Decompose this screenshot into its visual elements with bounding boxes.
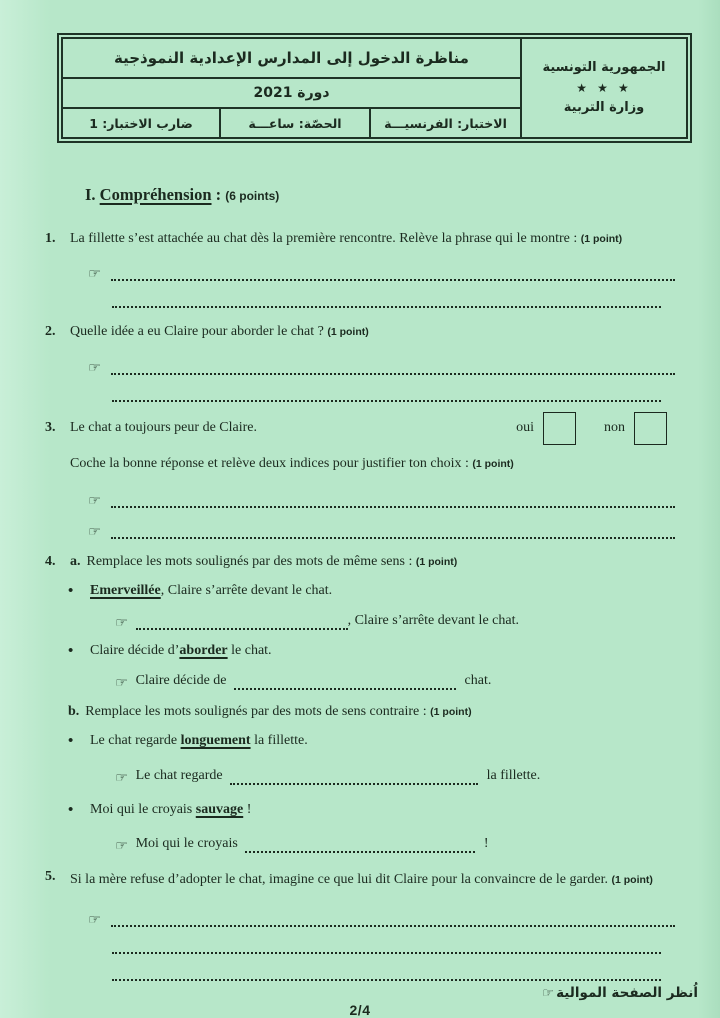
question-3 — [45, 412, 695, 445]
question-text: La fillette s’est attachée au chat dès la première rencontre. Relève la phrase qui le montre : — [70, 231, 578, 246]
answer-line[interactable] — [88, 262, 675, 281]
coefficient-cell: ضارب الاختبار: 1 — [63, 109, 219, 137]
answer-line[interactable] — [88, 908, 675, 927]
question-number: 3. — [45, 419, 56, 435]
points-label: (1 point) — [580, 233, 623, 245]
bullet-item — [68, 731, 695, 753]
bullet-text: Le chat regarde — [90, 732, 181, 748]
hand-icon: ☞ — [86, 523, 102, 540]
hand-icon: ☞ — [113, 838, 129, 855]
answer-line[interactable] — [115, 611, 695, 630]
bullet-icon: • — [68, 801, 74, 818]
section-colon: : — [215, 185, 222, 204]
question-4a — [45, 552, 695, 572]
question-number: 5. — [45, 869, 56, 885]
dotted-blank — [111, 362, 675, 375]
header-table — [57, 33, 692, 143]
non-checkbox[interactable] — [634, 412, 667, 445]
underlined-word: longuement — [180, 732, 251, 748]
section-title: Compréhension — [99, 185, 212, 204]
underlined-word: aborder — [179, 642, 228, 658]
section-heading — [85, 185, 720, 205]
dotted-blank — [111, 268, 675, 281]
hand-icon: ☞ — [113, 769, 129, 786]
underlined-word: sauvage — [195, 801, 244, 817]
dotted-blank — [112, 389, 661, 402]
question-number: 1. — [45, 231, 56, 246]
answer-line[interactable] — [112, 935, 675, 954]
bullet-item — [68, 800, 695, 822]
dotted-blank — [111, 495, 675, 508]
question-text: Remplace les mots soulignés par des mots de sens contraire : — [85, 703, 427, 719]
dotted-blank — [234, 677, 456, 690]
answer-line[interactable] — [112, 383, 675, 402]
hand-icon: ☞ — [113, 674, 129, 691]
bullet-icon: • — [68, 583, 74, 600]
answer-prefix: Moi qui le croyais — [135, 836, 238, 852]
hand-icon: ☞ — [86, 266, 102, 283]
answer-suffix: chat. — [464, 672, 492, 688]
question-4b — [68, 702, 695, 722]
points-label: (1 point) — [430, 705, 472, 718]
question-text: Quelle idée a eu Claire pour aborder le chat ? — [70, 324, 324, 340]
answer-line[interactable] — [88, 489, 675, 508]
question-text: Si la mère refuse d’adopter le chat, imagine ce que lui dit Claire pour la convaincre de le garder. — [70, 872, 608, 888]
dotted-blank — [111, 914, 675, 927]
bullet-icon: • — [68, 732, 74, 749]
dotted-blank — [136, 617, 348, 630]
sub-label: b. — [68, 703, 80, 719]
subject-cell: الاختبار: الفرنسيـــة — [371, 109, 520, 137]
answer-prefix: Le chat regarde — [135, 767, 223, 783]
dotted-blank — [230, 772, 478, 785]
answer-line[interactable] — [112, 962, 675, 981]
bullet-item — [68, 641, 695, 663]
question-3-instruction — [70, 454, 695, 474]
bullet-text: la fillette. — [250, 732, 308, 748]
hand-icon: ☞ — [86, 912, 102, 929]
underlined-word: Emerveillée — [90, 583, 161, 599]
hand-icon: ☞ — [113, 614, 129, 631]
question-2 — [45, 322, 695, 342]
question-text: Le chat a toujours peur de Claire. — [70, 419, 257, 435]
points-label: (1 point) — [327, 326, 369, 339]
instruction-text: Coche la bonne réponse et relève deux indices pour justifier ton choix : — [70, 455, 469, 471]
question-number: 2. — [45, 324, 56, 340]
answer-prefix: Claire décide de — [135, 672, 227, 688]
points-label: (1 point) — [472, 457, 514, 470]
oui-non-group — [516, 412, 667, 445]
hand-icon: ☞ — [86, 492, 102, 509]
points-label: (1 point) — [415, 555, 458, 568]
sub-label: a. — [70, 553, 81, 569]
points-label: (1 point) — [611, 874, 653, 887]
answer-line[interactable] — [115, 766, 695, 785]
hand-icon: ☞ — [86, 359, 102, 376]
bullet-text: ! — [243, 801, 252, 817]
non-label: non — [604, 419, 625, 435]
dotted-blank — [111, 526, 675, 539]
answer-line[interactable] — [88, 520, 675, 539]
bullet-text: Moi qui le croyais — [90, 801, 196, 817]
duration-cell: الحصّة: ساعـــة — [221, 109, 369, 137]
bullet-item — [68, 581, 695, 603]
next-page-label: اُنظر الصفحة الموالية — [556, 985, 698, 1002]
bullet-text: le chat. — [227, 642, 272, 658]
bullet-text: Claire décide d’ — [90, 642, 180, 658]
dotted-blank — [245, 840, 475, 853]
dotted-blank — [112, 295, 661, 308]
question-5 — [45, 867, 695, 894]
bullet-text: , Claire s’arrête devant le chat. — [160, 583, 333, 599]
dotted-blank — [112, 968, 661, 981]
footer-next-page — [0, 985, 698, 1001]
answer-line[interactable] — [88, 356, 675, 375]
republic-name: الجمهورية التونسية — [542, 60, 666, 76]
section-number: I. — [85, 185, 96, 204]
answer-suffix: , Claire s’arrête devant le chat. — [347, 612, 519, 628]
oui-checkbox[interactable] — [543, 412, 576, 445]
answer-line[interactable] — [115, 834, 695, 853]
question-1 — [45, 229, 695, 249]
stars-icon: ★ ★ ★ — [576, 80, 632, 95]
answer-suffix: ! — [483, 836, 489, 852]
answer-line[interactable] — [115, 671, 695, 690]
next-page-hand-icon: ☞ — [541, 985, 556, 1001]
exam-session: دورة 2021 — [63, 79, 520, 107]
bullet-icon: • — [68, 642, 74, 659]
republic-cell — [522, 39, 686, 137]
exam-title: مناظرة الدخول إلى المدارس الإعدادية النموذجية — [63, 39, 520, 77]
dotted-blank — [112, 941, 661, 954]
answer-line[interactable] — [112, 289, 675, 308]
oui-label: oui — [516, 419, 534, 435]
answer-suffix: la fillette. — [486, 767, 541, 783]
ministry-name: وزارة التربية — [563, 100, 645, 116]
question-text: Remplace les mots soulignés par des mots de même sens : — [86, 553, 413, 569]
section-points: (6 points) — [225, 189, 280, 203]
question-number: 4. — [45, 553, 56, 569]
page-number: 2/4 — [349, 1002, 371, 1018]
